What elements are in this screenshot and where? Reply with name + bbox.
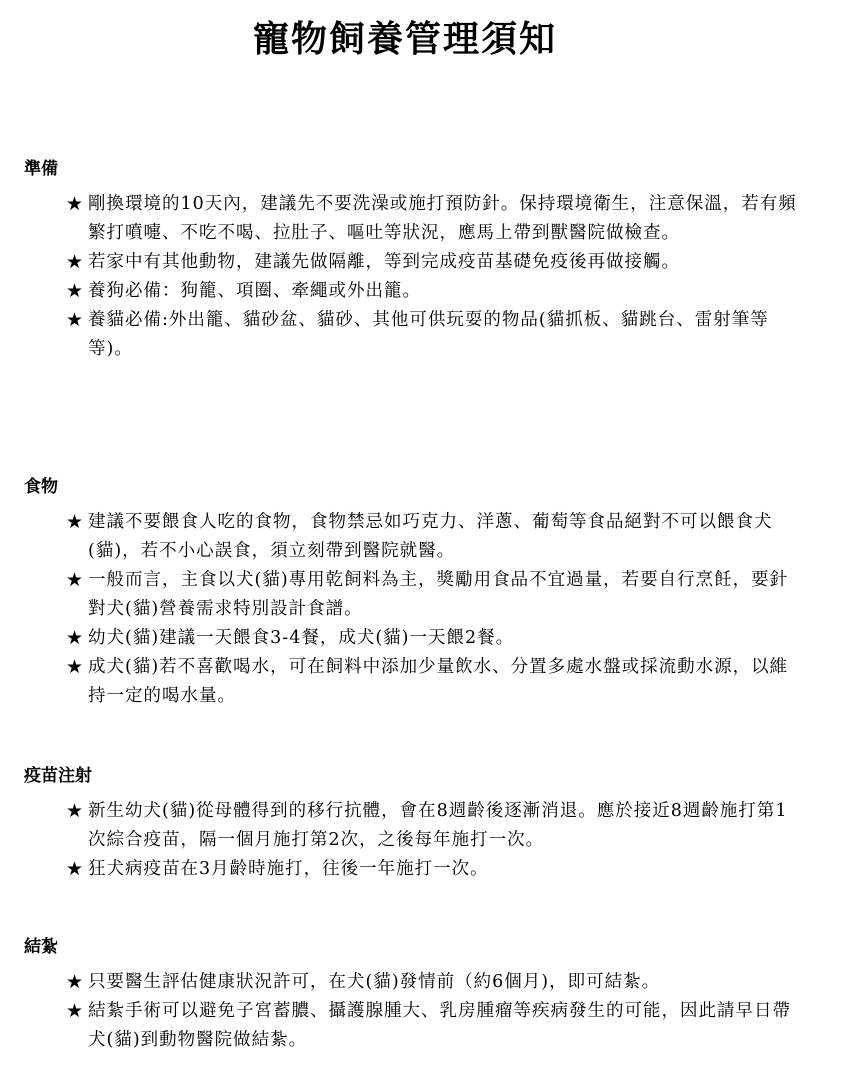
section-neutering	[24, 936, 804, 1055]
list-item-text: 成犬(貓)若不喜歡喝水，可在飼料中添加少量飲水、分置多處水盤或採流動水源，以維持一定的喝水量。	[88, 657, 789, 706]
black-star-icon: ★	[66, 858, 85, 880]
list-item	[66, 306, 804, 364]
list-item	[66, 508, 804, 566]
document-title: 寵物飼養管理須知	[252, 18, 557, 60]
black-star-icon: ★	[66, 627, 85, 649]
black-star-icon: ★	[66, 309, 85, 331]
list-item-text: 只要醫生評估健康狀況許可，在犬(貓)發情前（約6個月)，即可結紮。	[88, 972, 661, 992]
black-star-icon: ★	[66, 1000, 85, 1022]
bullet-list	[24, 968, 804, 1055]
list-item-text: 幼犬(貓)建議一天餵食3-4餐，成犬(貓)一天餵2餐。	[88, 628, 515, 648]
black-star-icon: ★	[66, 251, 85, 273]
section-heading: 疫苗注射	[24, 766, 92, 786]
black-star-icon: ★	[66, 656, 85, 678]
black-star-icon: ★	[66, 800, 85, 822]
section-vaccination	[24, 765, 804, 884]
black-star-icon: ★	[66, 569, 85, 591]
list-item	[66, 797, 804, 855]
list-item	[66, 248, 804, 277]
list-item	[66, 277, 804, 306]
section-preparation	[24, 158, 804, 364]
list-item-text: 建議不要餵食人吃的食物，食物禁忌如巧克力、洋蔥、葡萄等食品絕對不可以餵食犬(貓)，若不小心誤食，須立刻帶到醫院就醫。	[88, 512, 773, 561]
list-item-text: 狂犬病疫苗在3月齡時施打，往後一年施打一次。	[88, 859, 489, 879]
black-star-icon: ★	[66, 280, 85, 302]
section-heading: 準備	[24, 159, 58, 179]
list-item-text: 養狗必備：狗籠、項圈、牽繩或外出籠。	[88, 281, 421, 301]
bullet-list	[24, 797, 804, 884]
list-item-text: 若家中有其他動物，建議先做隔離，等到完成疫苗基礎免疫後再做接觸。	[88, 252, 680, 272]
bullet-list	[24, 508, 804, 711]
list-item	[66, 997, 804, 1055]
list-item-text: 新生幼犬(貓)從母體得到的移行抗體，會在8週齡後逐漸消退。應於接近8週齡施打第1次綜合疫苗，隔一個月施打第2次，之後每年施打一次。	[88, 801, 788, 850]
list-item	[66, 653, 804, 711]
list-item-text: 一般而言，主食以犬(貓)專用乾飼料為主，獎勵用食品不宜過量，若要自行烹飪，要針對犬(貓)營養需求特別設計食譜。	[88, 570, 789, 619]
black-star-icon: ★	[66, 193, 85, 215]
list-item	[66, 855, 804, 884]
list-item-text: 養貓必備:外出籠、貓砂盆、貓砂、其他可供玩耍的物品(貓抓板、貓跳台、雷射筆等等)。	[88, 310, 769, 359]
black-star-icon: ★	[66, 971, 85, 993]
section-heading: 食物	[24, 477, 58, 497]
list-item	[66, 968, 804, 997]
list-item	[66, 624, 804, 653]
section-food	[24, 476, 804, 711]
bullet-list	[24, 190, 804, 364]
list-item	[66, 190, 804, 248]
list-item	[66, 566, 804, 624]
black-star-icon: ★	[66, 511, 85, 533]
list-item-text: 剛換環境的10天內，建議先不要洗澡或施打預防針。保持環境衛生，注意保溫，若有頻繁打噴嚏、不吃不喝、拉肚子、嘔吐等狀況，應馬上帶到獸醫院做檢查。	[88, 194, 797, 243]
section-heading: 結紮	[24, 937, 58, 957]
list-item-text: 結紮手術可以避免子宮蓄膿、攝護腺腫大、乳房腫瘤等疾病發生的可能，因此請早日帶犬(貓)到動物醫院做結紮。	[88, 1001, 791, 1050]
